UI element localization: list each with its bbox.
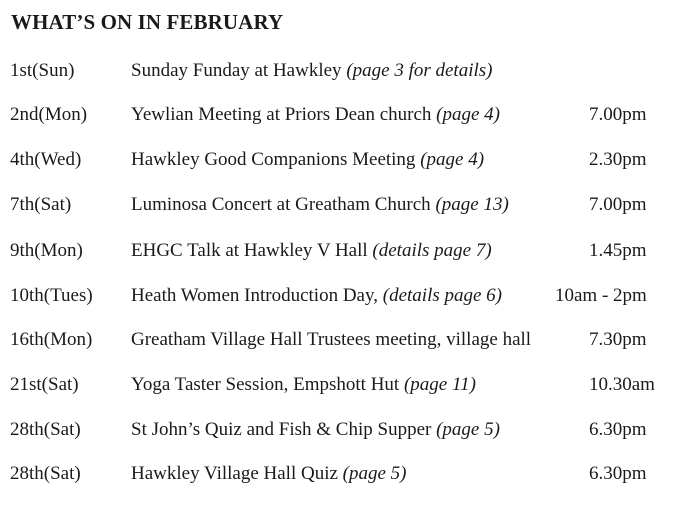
event-date: 2nd(Mon) [10, 104, 88, 125]
event-description [131, 240, 492, 262]
event-date: 16th(Mon) [10, 329, 93, 350]
event-time: 6.30pm [589, 419, 647, 440]
event-title: Heath Women Introduction Day, [131, 285, 383, 306]
event-title: St John’s Quiz and Fish & Chip Supper [131, 419, 437, 440]
event-description [131, 374, 476, 396]
event-title: Luminosa Concert at Greatham Church [131, 194, 436, 215]
event-title: Sunday Funday at Hawkley [131, 60, 347, 81]
event-title: Yoga Taster Session, Empshott Hut [131, 374, 404, 395]
event-row [0, 419, 675, 445]
event-row [0, 463, 675, 489]
event-row [0, 194, 675, 220]
event-date: 1st(Sun) [10, 60, 75, 81]
event-title: Greatham Village Hall Trustees meeting, village hall [131, 329, 532, 350]
event-description [131, 194, 509, 216]
event-description [131, 419, 500, 441]
event-row [0, 60, 675, 86]
event-note: (details page 7) [372, 240, 492, 261]
event-time: 2.30pm [589, 149, 647, 170]
event-time: 1.45pm [589, 240, 647, 261]
event-description [131, 463, 407, 485]
event-date: 21st(Sat) [10, 374, 79, 395]
event-row [0, 285, 675, 311]
event-row [0, 104, 675, 130]
event-date: 7th(Sat) [10, 194, 72, 215]
event-note: (details page 6) [382, 285, 503, 306]
event-note: (page 5) [342, 463, 407, 484]
event-description [131, 60, 493, 82]
event-time: 7.30pm [589, 329, 647, 350]
event-row [0, 374, 675, 400]
event-note: (page 13) [435, 194, 509, 215]
event-title: Hawkley Good Companions Meeting [131, 149, 421, 170]
event-note: (page 4) [436, 104, 501, 125]
event-time: 6.30pm [589, 463, 647, 484]
event-description [131, 329, 531, 351]
event-row [0, 240, 675, 266]
event-title: Hawkley Village Hall Quiz [131, 463, 343, 484]
event-time: 10.30am [589, 374, 655, 395]
event-description [131, 285, 502, 307]
event-note: (page 11) [403, 374, 476, 395]
event-note: (page 5) [436, 419, 500, 440]
event-date: 28th(Sat) [10, 419, 81, 440]
event-date: 9th(Mon) [10, 240, 83, 261]
event-date: 4th(Wed) [10, 149, 82, 170]
event-title: EHGC Talk at Hawkley V Hall [131, 240, 373, 261]
event-description [131, 149, 484, 171]
event-description [131, 104, 500, 126]
event-row [0, 329, 675, 355]
event-time: 10am - 2pm [555, 285, 647, 306]
event-note: (page 3 for details) [346, 60, 493, 81]
event-date: 28th(Sat) [10, 463, 81, 484]
page-title: WHAT’S ON IN FEBRUARY [11, 10, 284, 34]
event-date: 10th(Tues) [10, 285, 93, 306]
event-note: (page 4) [420, 149, 485, 170]
event-time: 7.00pm [589, 194, 647, 215]
event-row [0, 149, 675, 175]
event-time: 7.00pm [589, 104, 647, 125]
event-title: Yewlian Meeting at Priors Dean church [131, 104, 437, 125]
